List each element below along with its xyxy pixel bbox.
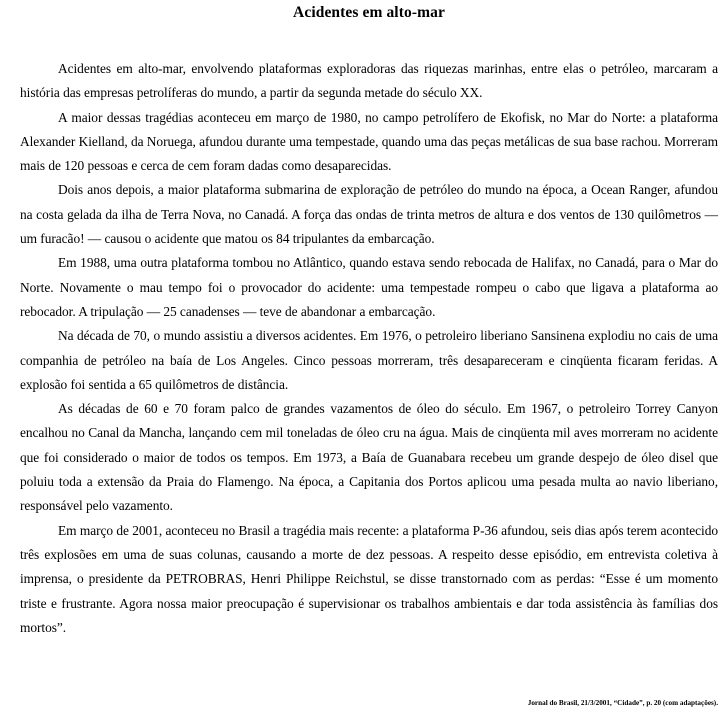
article-body <box>20 57 718 640</box>
paragraph-6: As décadas de 60 e 70 foram palco de grandes vazamentos de óleo do século. Em 1967, o petroleiro Torrey Canyon encalhou no Canal da Mancha, lançando cem mil toneladas de óleo cru na água. Mais de cinqüenta mil aves morreram no acidente que foi considerado o maior de todos os tempos. Em 1973, a Baía de Guanabara recebeu um grande despejo de óleo disel que poluiu toda a extensão da Praia do Flamengo. Na época, a Capitania dos Portos aplicou uma pesada multa ao navio liberiano, responsável pelo vazamento. <box>20 401 718 514</box>
source-citation: Jornal do Brasil, 21/3/2001, “Cidade”, p. 20 (com adaptações). <box>527 699 718 707</box>
paragraph-3: Dois anos depois, a maior plataforma submarina de exploração de petróleo do mundo na época, a Ocean Ranger, afundou na costa gelada da ilha de Terra Nova, no Canadá. A força das ondas de trinta metros de altura e dos ventos de 130 quilômetros — um furacão! — causou o acidente que matou os 84 tripulantes da embarcação. <box>20 182 718 247</box>
paragraph-5: Na década de 70, o mundo assistiu a diversos acidentes. Em 1976, o petroleiro liberiano Sansinena explodiu no cais de uma companhia de petróleo na baía de Los Angeles. Cinco pessoas morreram, três desapareceram e cinqüenta ficaram feridas. A explosão foi sentida a 65 quilômetros de distância. <box>20 328 718 392</box>
paragraph-7: Em março de 2001, aconteceu no Brasil a tragédia mais recente: a plataforma P-36 afundou, seis dias após terem acontecido três explosões em uma de suas colunas, causando a morte de dez pessoas. A respeito desse episódio, em entrevista coletiva à imprensa, o presidente da PETROBRAS, Henri Philippe Reichstul, se disse transtornado com as perdas: “Esse é um momento triste e frustrante. Agora nossa maior preocupação é supervisionar os trabalhos ambientais e dar toda assistência às famílias dos mortos”. <box>20 522 718 635</box>
paragraph-4: Em 1988, uma outra plataforma tombou no Atlântico, quando estava sendo rebocada de Halifax, no Canadá, para o Mar do Norte. Novamente o mau tempo foi o provocador do acidente: uma tempestade rompeu o cabo que ligava a plataforma ao rebocador. A tripulação — 25 canadenses — teve de abandonar a embarcação. <box>20 255 718 319</box>
document-page <box>20 0 718 640</box>
paragraph-1: Acidentes em alto-mar, envolvendo plataformas exploradoras das riquezas marinhas, entre elas o petróleo, marcaram a história das empresas petrolíferas do mundo, a partir da segunda metade do século XX. <box>20 61 718 101</box>
paragraph-2: A maior dessas tragédias aconteceu em março de 1980, no campo petrolífero de Ekofisk, no Mar do Norte: a plataforma Alexander Kielland, da Noruega, afundou durante uma tempestade, quando uma das peças metálicas de sua base rachou. Morreram mais de 120 pessoas e cerca de cem foram dadas como desaparecidas. <box>20 109 718 174</box>
article-title: Acidentes em alto-mar <box>293 4 445 21</box>
